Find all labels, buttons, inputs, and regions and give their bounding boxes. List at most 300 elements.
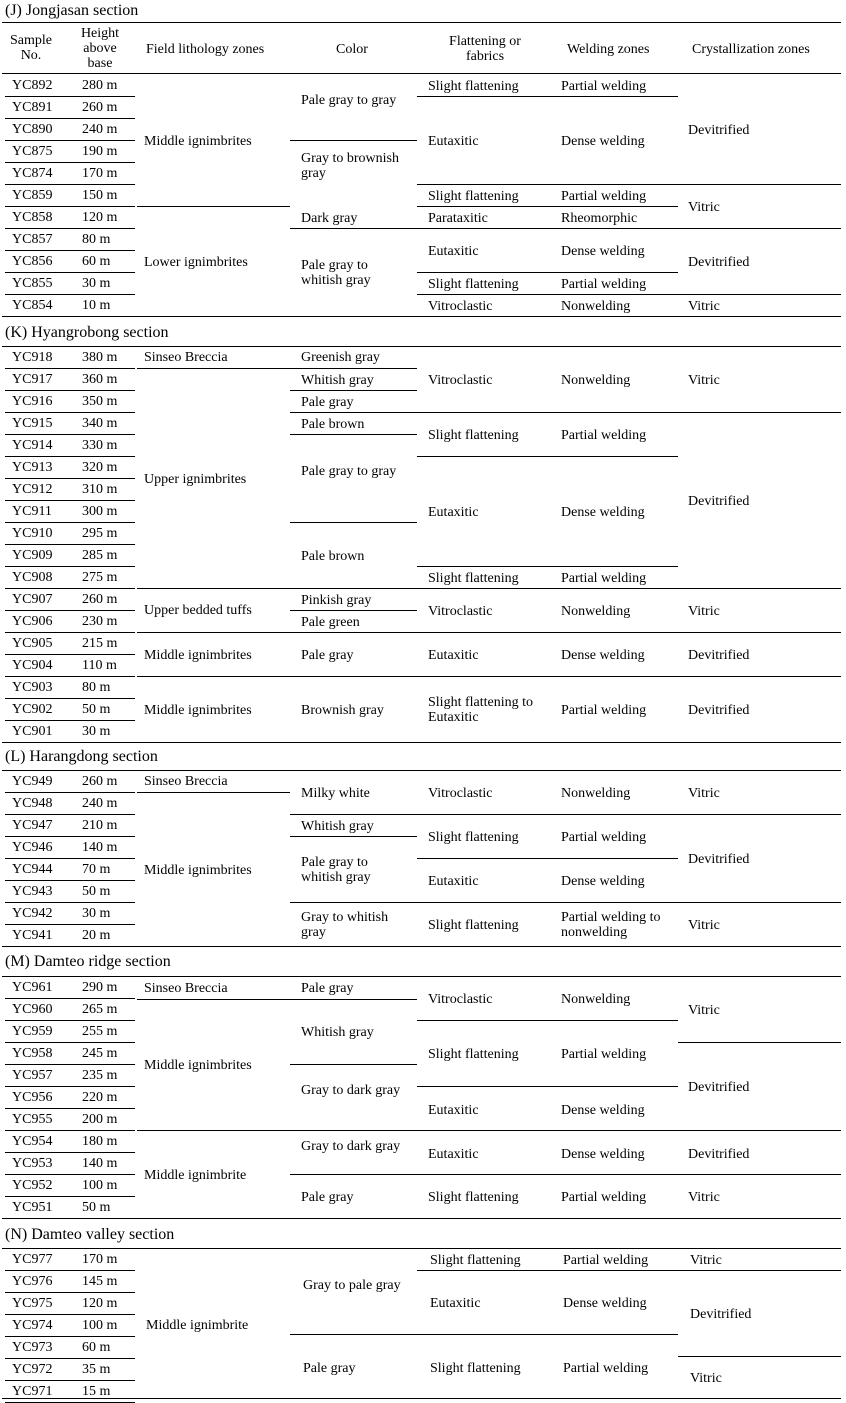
sample-id: YC918 — [12, 350, 53, 365]
sample-id: YC902 — [12, 702, 53, 717]
rule-line — [5, 1314, 135, 1315]
rule-line — [417, 412, 555, 413]
rule-line — [555, 1020, 678, 1021]
lith-zone: Upper bedded tuffs — [144, 603, 252, 618]
rule-line — [417, 272, 555, 273]
rule-line — [5, 368, 135, 369]
rule-line — [2, 742, 841, 743]
color-zone: Gray to whitish gray — [301, 910, 389, 940]
rule-line — [5, 1196, 135, 1197]
rule-line — [2, 316, 841, 317]
rule-line — [290, 1174, 417, 1175]
color-zone: Dark gray — [301, 211, 358, 226]
welding-zone: Rheomorphic — [561, 211, 638, 226]
sample-height: 80 m — [82, 232, 111, 247]
rule-line — [290, 610, 417, 611]
sample-height: 110 m — [82, 658, 117, 673]
rule-line — [290, 522, 417, 523]
rule-line — [2, 1218, 841, 1219]
rule-line — [2, 73, 841, 74]
sample-id: YC953 — [12, 1156, 53, 1171]
rule-line — [5, 294, 135, 295]
rule-line — [2, 346, 841, 347]
sample-id: YC891 — [12, 100, 53, 115]
sample-id: YC975 — [12, 1296, 53, 1311]
sample-id: YC961 — [12, 980, 53, 995]
rule-line — [417, 228, 555, 229]
welding-zone: Partial welding — [563, 1361, 649, 1376]
flattening-zone: Slight flattening — [428, 1190, 519, 1205]
sample-id: YC857 — [12, 232, 53, 247]
sample-id: YC856 — [12, 254, 53, 269]
sample-id: YC973 — [12, 1340, 53, 1355]
crystallization-zone: Devitrified — [688, 852, 750, 867]
sample-height: 170 m — [82, 166, 118, 181]
sample-id: YC916 — [12, 394, 53, 409]
sample-id: YC906 — [12, 614, 53, 629]
sample-id: YC948 — [12, 796, 53, 811]
sample-height: 50 m — [82, 1200, 111, 1215]
color-zone: Pale gray to gray — [301, 93, 397, 108]
sample-id: YC947 — [12, 818, 53, 833]
sample-height: 10 m — [82, 298, 111, 313]
rule-line — [5, 1020, 135, 1021]
sample-height: 275 m — [82, 570, 118, 585]
sample-height: 240 m — [82, 796, 118, 811]
welding-zone: Nonwelding — [561, 373, 631, 388]
lith-zone: Sinseo Breccia — [144, 774, 228, 789]
sample-id: YC914 — [12, 438, 53, 453]
crystallization-zone: Vitric — [688, 604, 720, 619]
rule-line — [678, 1130, 841, 1131]
sample-height: 120 m — [82, 210, 118, 225]
sample-height: 340 m — [82, 416, 118, 431]
rule-line — [137, 368, 290, 369]
rule-line — [290, 1334, 417, 1335]
sample-height: 140 m — [82, 1156, 118, 1171]
rule-line — [5, 228, 135, 229]
color-zone: Pale gray — [301, 395, 354, 410]
sample-height: 50 m — [82, 884, 111, 899]
rule-line — [417, 96, 555, 97]
section-title-j: (J) Jongjasan section — [5, 2, 139, 19]
sample-id: YC912 — [12, 482, 53, 497]
welding-zone: Dense welding — [561, 505, 645, 520]
lith-zone: Middle ignimbrite — [146, 1318, 249, 1333]
rule-line — [137, 1130, 290, 1131]
welding-zone: Partial welding to nonwelding — [561, 910, 661, 940]
rule-line — [417, 814, 555, 815]
welding-zone: Partial welding — [561, 189, 647, 204]
rule-line — [5, 184, 135, 185]
rule-line — [5, 1336, 135, 1337]
rule-line — [555, 294, 678, 295]
color-zone: Pale gray to whitish gray — [301, 258, 371, 288]
header-welding: Welding zones — [567, 42, 650, 57]
sample-id: YC904 — [12, 658, 53, 673]
sample-height: 30 m — [82, 276, 111, 291]
rule-line — [137, 999, 290, 1000]
flattening-zone: Slight flattening — [428, 571, 519, 586]
rule-line — [678, 228, 841, 229]
rule-line — [417, 566, 555, 567]
sample-id: YC909 — [12, 548, 53, 563]
rule-line — [678, 1356, 841, 1357]
sample-id: YC944 — [12, 862, 53, 877]
flattening-zone: Vitroclastic — [428, 992, 493, 1007]
sample-id: YC956 — [12, 1090, 53, 1105]
sample-id: YC951 — [12, 1200, 53, 1215]
welding-zone: Nonwelding — [561, 299, 631, 314]
rule-line — [678, 588, 841, 589]
lith-zone: Middle ignimbrites — [144, 134, 252, 149]
sample-height: 300 m — [82, 504, 118, 519]
sample-height: 235 m — [82, 1068, 118, 1083]
sample-height: 245 m — [82, 1046, 118, 1061]
rule-line — [5, 1380, 135, 1381]
sample-id: YC974 — [12, 1318, 53, 1333]
rule-line — [137, 792, 290, 793]
header-flattening: Flattening or fabrics — [449, 34, 521, 64]
flattening-zone: Vitroclastic — [428, 786, 493, 801]
sample-id: YC913 — [12, 460, 53, 475]
rule-line — [417, 902, 555, 903]
rule-line — [290, 1130, 417, 1131]
sample-height: 30 m — [82, 906, 111, 921]
rule-line — [5, 792, 135, 793]
sample-id: YC903 — [12, 680, 53, 695]
rule-line — [5, 836, 135, 837]
welding-zone: Nonwelding — [561, 604, 631, 619]
rule-line — [5, 1108, 135, 1109]
sample-height: 260 m — [82, 774, 118, 789]
sample-height: 140 m — [82, 840, 118, 855]
sample-height: 35 m — [82, 1362, 111, 1377]
sample-id: YC908 — [12, 570, 53, 585]
sample-id: YC959 — [12, 1024, 53, 1039]
rule-line — [290, 676, 417, 677]
rule-line — [5, 250, 135, 251]
rule-line — [417, 184, 555, 185]
rule-line — [290, 836, 417, 837]
rule-line — [555, 566, 678, 567]
rule-line — [5, 698, 135, 699]
sample-height: 295 m — [82, 526, 118, 541]
sample-id: YC958 — [12, 1046, 53, 1061]
welding-zone: Dense welding — [561, 648, 645, 663]
flattening-zone: Slight flattening — [430, 1361, 521, 1376]
rule-line — [555, 814, 678, 815]
crystallization-zone: Vitric — [690, 1371, 722, 1386]
rule-line — [555, 1270, 678, 1271]
rule-line — [2, 770, 841, 771]
sample-height: 220 m — [82, 1090, 118, 1105]
sample-id: YC957 — [12, 1068, 53, 1083]
rule-line — [2, 1398, 841, 1399]
sample-id: YC901 — [12, 724, 53, 739]
flattening-zone: Slight flattening — [428, 189, 519, 204]
rule-line — [2, 22, 841, 23]
sample-id: YC942 — [12, 906, 53, 921]
rule-line — [417, 632, 555, 633]
rule-line — [5, 272, 135, 273]
color-zone: Pale gray — [301, 1190, 354, 1205]
color-zone: Pale brown — [301, 417, 365, 432]
sample-id: YC854 — [12, 298, 53, 313]
rule-line — [555, 1174, 678, 1175]
sample-id: YC952 — [12, 1178, 53, 1193]
rule-line — [290, 902, 417, 903]
rule-line — [290, 999, 417, 1000]
rule-line — [290, 390, 417, 391]
header-lithology: Field lithology zones — [146, 42, 265, 57]
sample-id: YC943 — [12, 884, 53, 899]
rule-line — [678, 412, 841, 413]
color-zone: Pale gray to whitish gray — [301, 855, 371, 885]
crystallization-zone: Devitrified — [688, 255, 750, 270]
sample-id: YC915 — [12, 416, 53, 431]
crystallization-zone: Vitric — [688, 1003, 720, 1018]
sample-id: YC905 — [12, 636, 53, 651]
color-zone: Whitish gray — [301, 1025, 374, 1040]
rule-line — [5, 880, 135, 881]
welding-zone: Partial welding — [561, 571, 647, 586]
rule-line — [137, 206, 290, 207]
color-zone: Pale green — [301, 615, 360, 630]
rule-line — [137, 632, 290, 633]
rule-line — [5, 610, 135, 611]
rule-line — [678, 902, 841, 903]
rule-line — [678, 1270, 841, 1271]
flattening-zone: Vitroclastic — [428, 299, 493, 314]
color-zone: Whitish gray — [301, 819, 374, 834]
sample-id: YC907 — [12, 592, 53, 607]
rule-line — [5, 632, 135, 633]
sample-height: 230 m — [82, 614, 118, 629]
flattening-zone: Slight flattening — [428, 1047, 519, 1062]
flattening-zone: Slight flattening — [428, 277, 519, 292]
rule-line — [290, 814, 417, 815]
rule-line — [5, 412, 135, 413]
rule-line — [5, 500, 135, 501]
welding-zone: Dense welding — [561, 1103, 645, 1118]
welding-zone: Partial welding — [561, 79, 647, 94]
rule-line — [555, 184, 678, 185]
rule-line — [417, 1334, 555, 1335]
rule-line — [417, 1130, 555, 1131]
color-zone: Brownish gray — [301, 703, 384, 718]
rule-line — [555, 858, 678, 859]
rule-line — [5, 814, 135, 815]
rule-line — [555, 1086, 678, 1087]
welding-zone: Dense welding — [561, 134, 645, 149]
rule-line — [417, 676, 555, 677]
rule-line — [417, 588, 555, 589]
rule-line — [5, 1270, 135, 1271]
flattening-zone: Slight flattening — [428, 830, 519, 845]
sample-height: 15 m — [82, 1384, 111, 1399]
sample-id: YC892 — [12, 78, 53, 93]
flattening-zone: Eutaxitic — [428, 505, 479, 520]
rule-line — [417, 1086, 555, 1087]
sample-height: 200 m — [82, 1112, 118, 1127]
sample-height: 50 m — [82, 702, 111, 717]
sample-height: 70 m — [82, 862, 111, 877]
rule-line — [290, 140, 417, 141]
sample-id: YC949 — [12, 774, 53, 789]
color-zone: Gray to pale gray — [303, 1278, 401, 1293]
rule-line — [555, 206, 678, 207]
rule-line — [5, 902, 135, 903]
sample-height: 330 m — [82, 438, 118, 453]
crystallization-zone: Vitric — [688, 1190, 720, 1205]
crystallization-zone: Devitrified — [688, 1080, 750, 1095]
crystallization-zone: Vitric — [688, 918, 720, 933]
lith-zone: Lower ignimbrites — [144, 255, 248, 270]
sample-id: YC954 — [12, 1134, 53, 1149]
sample-id: YC875 — [12, 144, 53, 159]
crystallization-zone: Devitrified — [688, 494, 750, 509]
rule-line — [5, 434, 135, 435]
sample-height: 285 m — [82, 548, 118, 563]
sample-height: 150 m — [82, 188, 118, 203]
rule-line — [5, 96, 135, 97]
rule-line — [5, 1174, 135, 1175]
flattening-zone: Eutaxitic — [428, 648, 479, 663]
sample-height: 215 m — [82, 636, 118, 651]
welding-zone: Partial welding — [561, 1047, 647, 1062]
flattening-zone: Slight flattening — [428, 428, 519, 443]
welding-zone: Partial welding — [561, 1190, 647, 1205]
rule-line — [678, 814, 841, 815]
crystallization-zone: Vitric — [690, 1253, 722, 1268]
flattening-zone: Slight flattening — [428, 918, 519, 933]
lith-zone: Middle ignimbrites — [144, 703, 252, 718]
rule-line — [678, 1174, 841, 1175]
sample-height: 120 m — [82, 1296, 118, 1311]
rule-line — [137, 588, 290, 589]
rule-line — [5, 1086, 135, 1087]
sample-id: YC890 — [12, 122, 53, 137]
rule-line — [5, 924, 135, 925]
flattening-zone: Eutaxitic — [428, 1147, 479, 1162]
rule-line — [290, 368, 417, 369]
crystallization-zone: Vitric — [688, 373, 720, 388]
rule-line — [5, 1152, 135, 1153]
lith-zone: Middle ignimbrites — [144, 648, 252, 663]
color-zone: Gray to dark gray — [301, 1139, 401, 1154]
sample-height: 100 m — [82, 1178, 118, 1193]
rule-line — [555, 412, 678, 413]
color-zone: Pale gray — [301, 648, 354, 663]
color-zone: Gray to dark gray — [301, 1083, 401, 1098]
rule-line — [5, 1358, 135, 1359]
sample-height: 80 m — [82, 680, 111, 695]
sample-height: 190 m — [82, 144, 118, 159]
color-zone: Greenish gray — [301, 350, 380, 365]
rule-line — [555, 676, 678, 677]
rule-line — [555, 1334, 678, 1335]
rule-line — [417, 1174, 555, 1175]
lith-zone: Sinseo Breccia — [144, 350, 228, 365]
rule-line — [555, 272, 678, 273]
sample-height: 320 m — [82, 460, 118, 475]
sample-height: 210 m — [82, 818, 118, 833]
header-height: Height above base — [80, 26, 120, 71]
welding-zone: Dense welding — [563, 1296, 647, 1311]
lith-zone: Sinseo Breccia — [144, 981, 228, 996]
flattening-zone: Slight flattening — [428, 79, 519, 94]
rule-line — [290, 632, 417, 633]
sample-height: 20 m — [82, 928, 111, 943]
color-zone: Milky white — [301, 786, 370, 801]
lith-zone: Middle ignimbrite — [144, 1168, 247, 1183]
crystallization-zone: Devitrified — [688, 703, 750, 718]
section-title-l: (L) Harangdong section — [5, 748, 158, 765]
rule-line — [5, 140, 135, 141]
section-title-k: (K) Hyangrobong section — [5, 324, 169, 341]
sample-id: YC917 — [12, 372, 53, 387]
rule-line — [5, 1042, 135, 1043]
rule-line — [2, 1248, 841, 1249]
sample-height: 60 m — [82, 1340, 111, 1355]
welding-zone: Partial welding — [561, 277, 647, 292]
header-color: Color — [336, 42, 368, 57]
sample-height: 180 m — [82, 1134, 118, 1149]
rule-line — [290, 1064, 417, 1065]
sample-id: YC946 — [12, 840, 53, 855]
rule-line — [137, 676, 290, 677]
crystallization-zone: Devitrified — [688, 123, 750, 138]
rule-line — [5, 162, 135, 163]
rule-line — [555, 1130, 678, 1131]
rule-line — [5, 1130, 135, 1131]
welding-zone: Dense welding — [561, 874, 645, 889]
color-zone: Pale gray — [301, 981, 354, 996]
rule-line — [5, 858, 135, 859]
rule-line — [555, 902, 678, 903]
sample-height: 290 m — [82, 980, 118, 995]
flattening-zone: Slight flattening — [430, 1253, 521, 1268]
sample-height: 350 m — [82, 394, 118, 409]
rule-line — [678, 294, 841, 295]
rule-line — [5, 206, 135, 207]
welding-zone: Nonwelding — [561, 786, 631, 801]
sample-id: YC858 — [12, 210, 53, 225]
crystallization-zone: Vitric — [688, 786, 720, 801]
sample-height: 255 m — [82, 1024, 118, 1039]
welding-zone: Partial welding — [561, 703, 647, 718]
rule-line — [417, 206, 555, 207]
sample-id: YC977 — [12, 1252, 53, 1267]
flattening-zone: Eutaxitic — [430, 1296, 481, 1311]
rule-line — [678, 1042, 841, 1043]
sample-height: 360 m — [82, 372, 118, 387]
color-zone: Pinkish gray — [301, 593, 372, 608]
welding-zone: Nonwelding — [561, 992, 631, 1007]
rule-line — [5, 720, 135, 721]
rule-line — [5, 118, 135, 119]
rule-line — [5, 478, 135, 479]
sample-height: 260 m — [82, 100, 118, 115]
color-zone: Pale gray to gray — [301, 464, 397, 479]
section-title-m: (M) Damteo ridge section — [5, 953, 171, 970]
header-sample-no: Sample No. — [10, 33, 52, 63]
sample-height: 265 m — [82, 1002, 118, 1017]
rule-line — [5, 676, 135, 677]
rule-line — [678, 184, 841, 185]
rule-line — [555, 456, 678, 457]
